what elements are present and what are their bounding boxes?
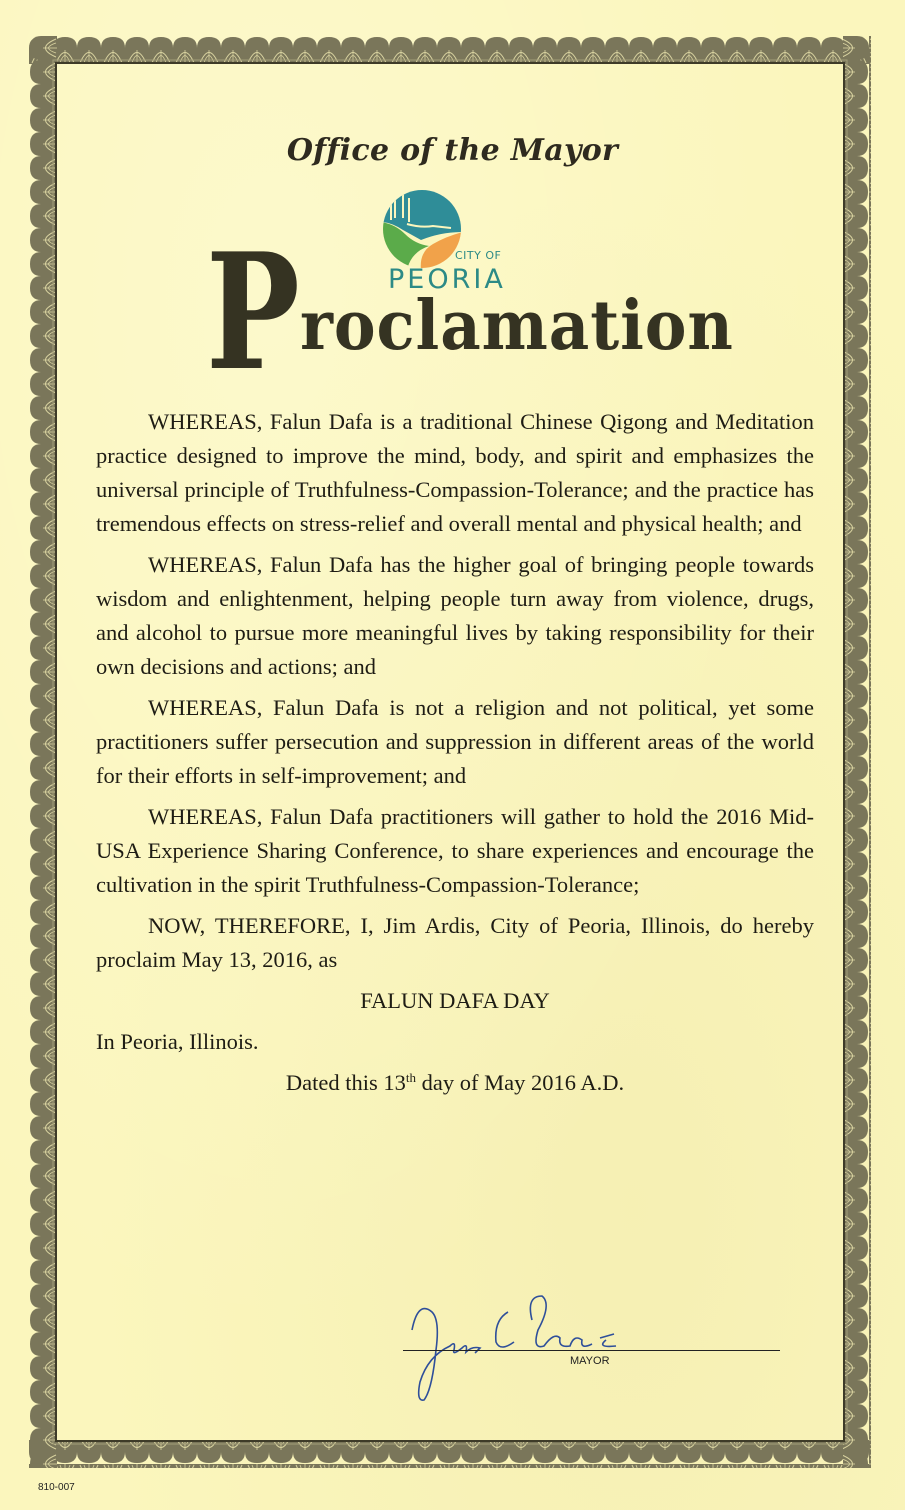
therefore-paragraph: NOW, THEREFORE, I, Jim Ardis, City of Peoria, Illinois, do hereby proclaim May 13, 2016, as xyxy=(96,913,814,972)
office-heading: Office of the Mayor xyxy=(286,133,619,168)
mayor-signature xyxy=(410,1290,640,1405)
title-proclamation: roclamation xyxy=(300,286,734,366)
signature-line xyxy=(403,1350,780,1351)
dated-ordinal: th xyxy=(405,1070,416,1085)
whereas-paragraph-2: WHEREAS, Falun Dafa has the higher goal of bringing people towards wisdom and enlightenment, helping people turn away from violence, drugs, and alcohol to pursue more meaningful lives by taking responsibility for their own decisions and actions; and xyxy=(96,552,814,679)
dated-line xyxy=(96,1066,814,1100)
dated-suffix: day of May 2016 A.D. xyxy=(416,1070,625,1095)
location-line: In Peoria, Illinois. xyxy=(96,1029,259,1054)
title-initial: P xyxy=(206,218,300,406)
whereas-paragraph-3: WHEREAS, Falun Dafa is not a religion and not political, yet some practitioners suffer persecution and suppression in different areas of the world for their efforts in self-improvement; and xyxy=(96,695,814,788)
proclaimed-day: FALUN DAFA DAY xyxy=(360,988,550,1013)
form-number: 810-007 xyxy=(38,1482,75,1493)
signature-title: MAYOR xyxy=(570,1355,610,1367)
whereas-paragraph-4: WHEREAS, Falun Dafa practitioners will gather to hold the 2016 Mid-USA Experience Sharing Conference, to share experiences and encourage the cultivation in the spirit Truthfulness-Compassion-Tolerance; xyxy=(96,804,814,897)
dated-prefix: Dated this 13 xyxy=(285,1070,406,1095)
logo-city-name: PEORIA xyxy=(388,264,506,295)
proclamation-body xyxy=(96,405,814,1107)
city-logo-icon xyxy=(381,188,463,270)
whereas-paragraph-1: WHEREAS, Falun Dafa is a traditional Chinese Qigong and Meditation practice designed to improve the mind, body, and spirit and emphasizes the universal principle of Truthfulness-Compassion-Tolerance; and the practice has tremendous effects on stress-relief and overall mental and physical health; and xyxy=(96,409,814,536)
logo-city-of: CITY OF xyxy=(455,249,502,262)
